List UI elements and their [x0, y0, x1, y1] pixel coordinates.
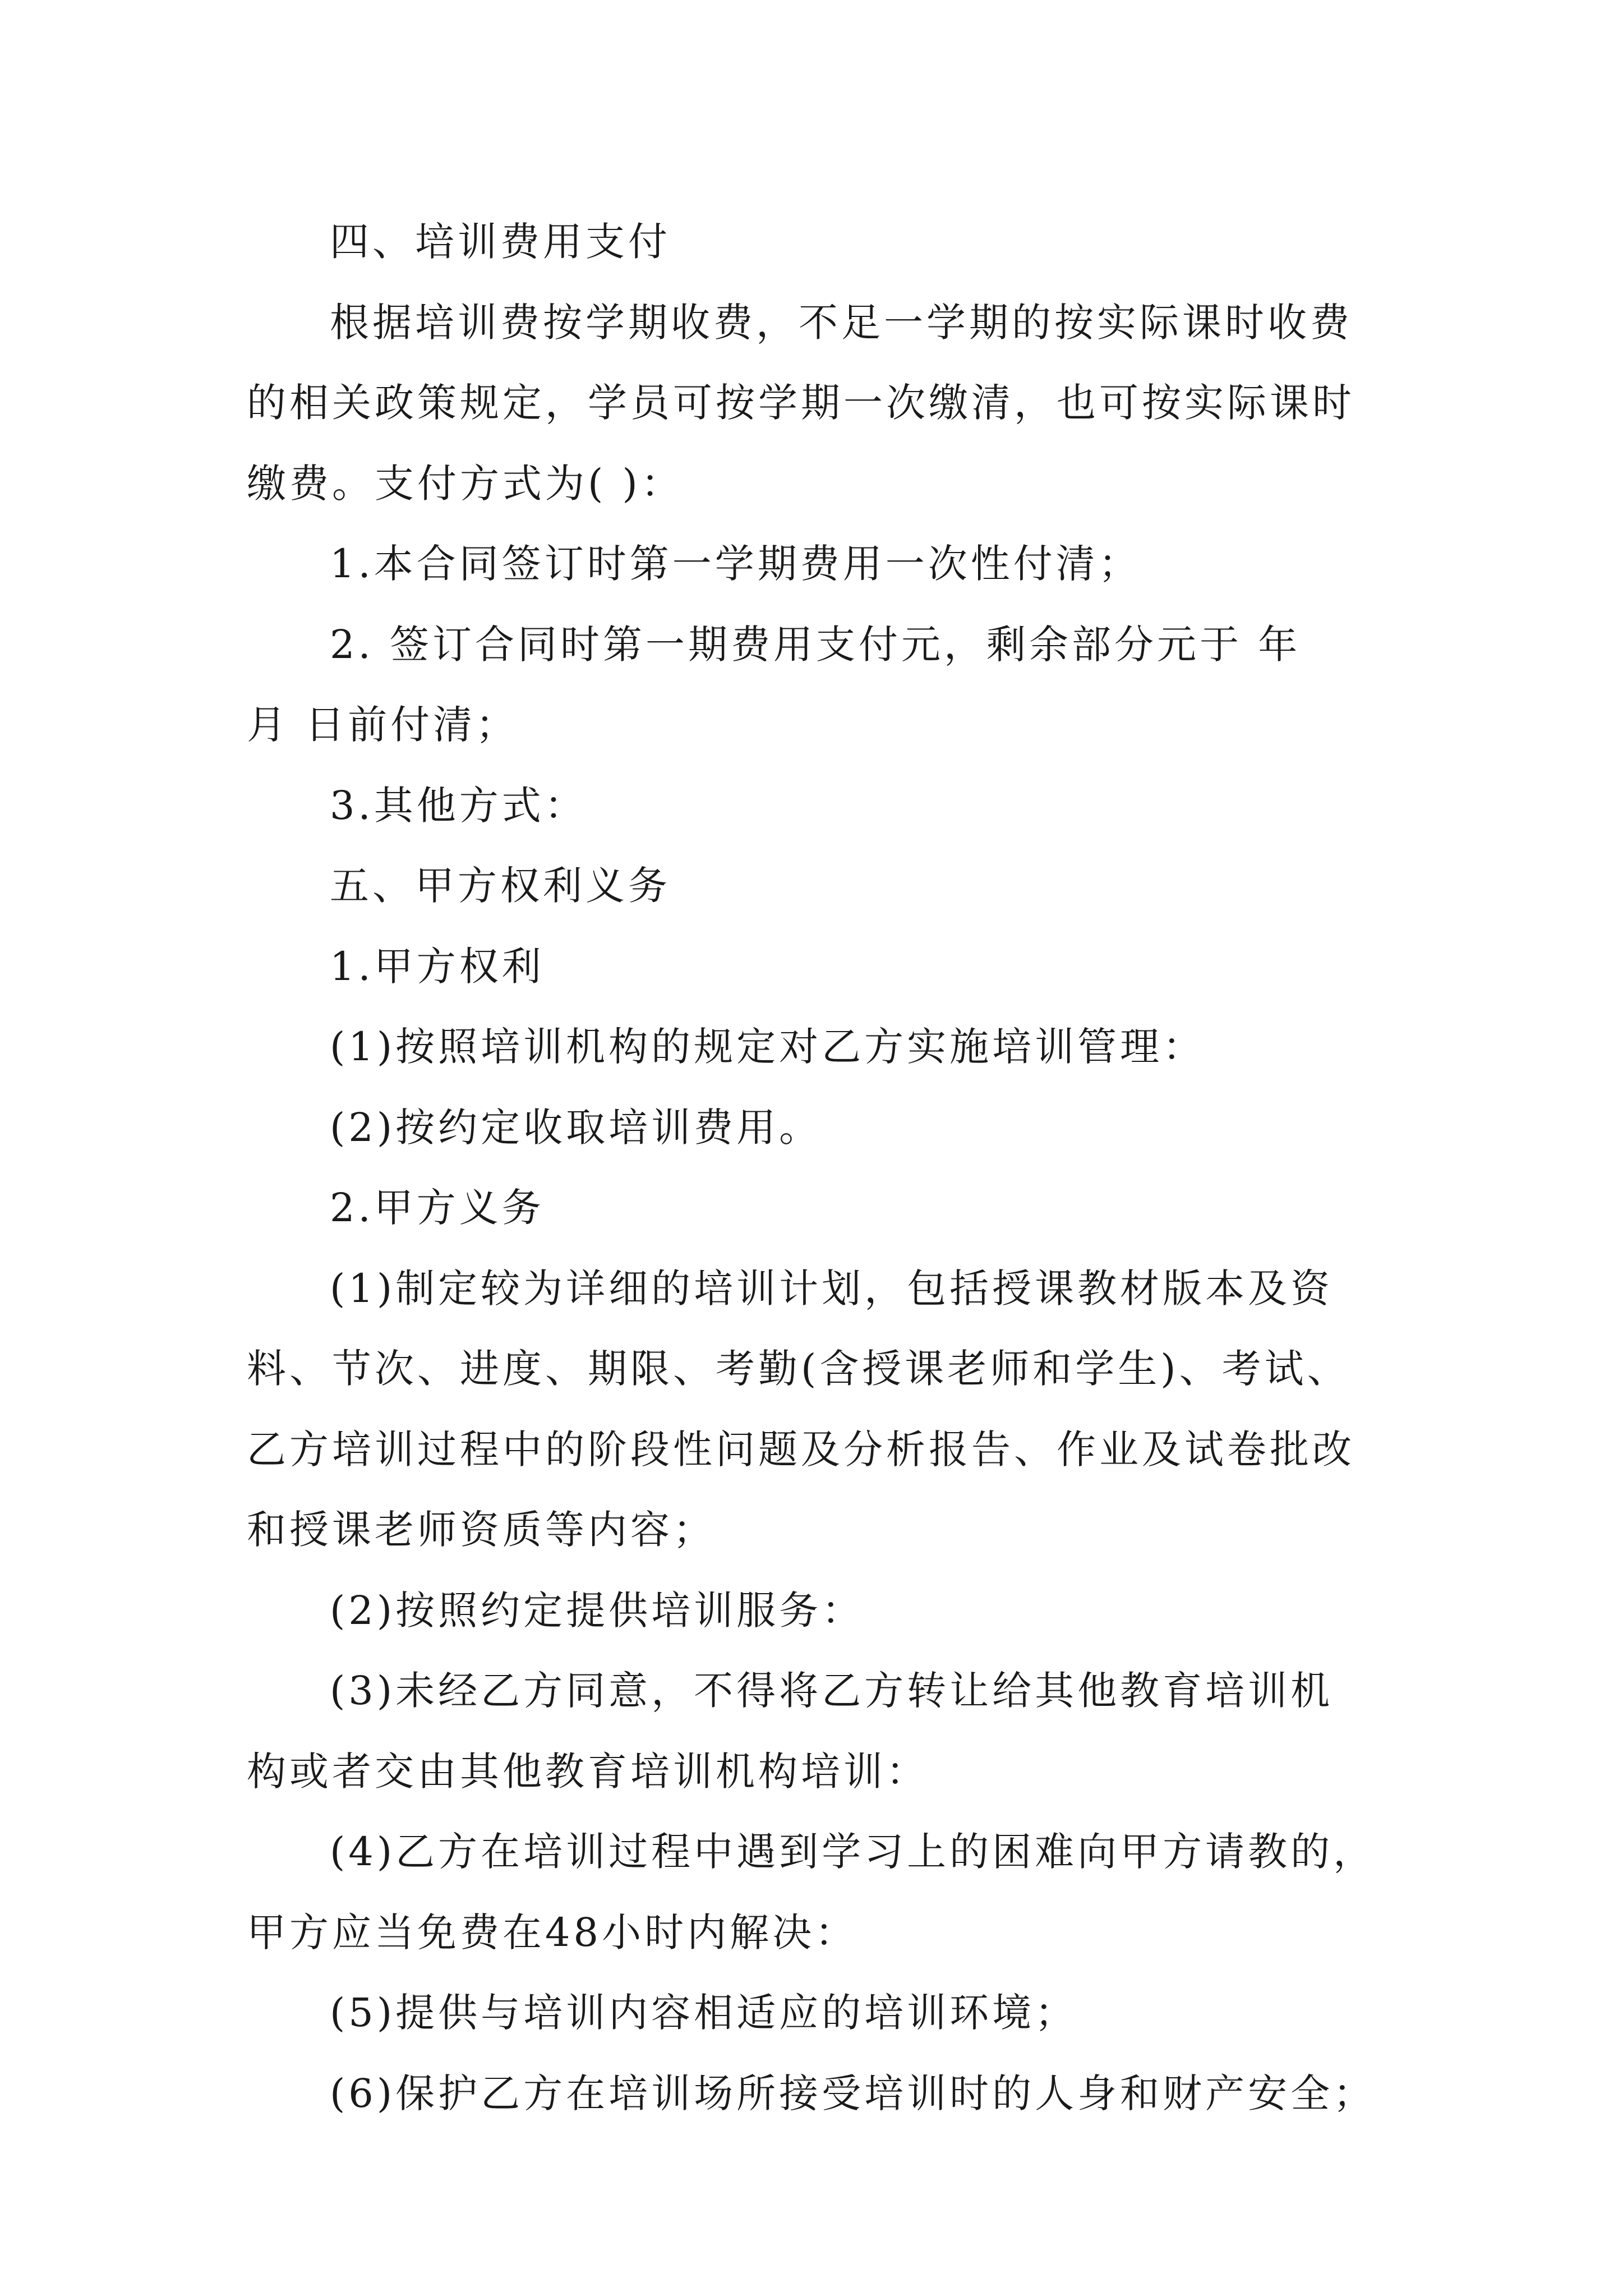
list-item: (6)保护乙方在培训场所接受培训时的人身和财产安全；: [330, 2070, 1376, 2116]
list-item: (2)按照约定提供培训服务：: [330, 1587, 865, 1634]
list-item: 1.本合同签订时第一学期费用一次性付清；: [330, 541, 1141, 587]
paragraph-line: 构或者交由其他教育培训机构培训：: [247, 1748, 929, 1795]
list-item: (3)未经乙方同意，不得将乙方转让给其他教育培训机: [330, 1668, 1334, 1714]
paragraph-line: 缴费。支付方式为( )：: [247, 460, 684, 507]
paragraph-line: 甲方应当免费在48小时内解决：: [247, 1909, 858, 1955]
list-item: (5)提供与培训内容相适应的培训环境；: [330, 1990, 1078, 2036]
paragraph-line: 料、节次、进度、期限、考勤(含授课老师和学生)、考试、: [247, 1346, 1350, 1392]
list-item: (2)按约定收取培训费用。: [330, 1104, 822, 1151]
paragraph-line: 根据培训费按学期收费，不足一学期的按实际课时收费: [330, 299, 1353, 346]
list-item: (1)按照培训机构的规定对乙方实施培训管理：: [330, 1024, 1206, 1070]
list-item: (1)制定较为详细的培训计划，包括授课教材版本及资: [330, 1265, 1334, 1312]
subheading-rights: 1.甲方权利: [330, 943, 545, 990]
paragraph-line: 月 日前付清；: [247, 702, 519, 748]
paragraph-line: 和授课老师资质等内容；: [247, 1507, 716, 1553]
section-heading-payment: 四、培训费用支付: [330, 219, 671, 265]
paragraph-line: 的相关政策规定，学员可按学期一次缴清，也可按实际课时: [247, 380, 1355, 426]
section-heading-party-a: 五、甲方权利义务: [330, 863, 671, 909]
subheading-obligations: 2.甲方义务: [330, 1185, 545, 1231]
list-item: 2. 签订合同时第一期费用支付元，剩余部分元于 年: [330, 621, 1301, 668]
document-body: [247, 202, 1391, 2134]
paragraph-line: 乙方培训过程中的阶段性问题及分析报告、作业及试卷批改: [247, 1426, 1355, 1473]
list-item: (4)乙方在培训过程中遇到学习上的困难向甲方请教的，: [330, 1829, 1376, 1875]
list-item: 3.其他方式：: [330, 782, 587, 829]
